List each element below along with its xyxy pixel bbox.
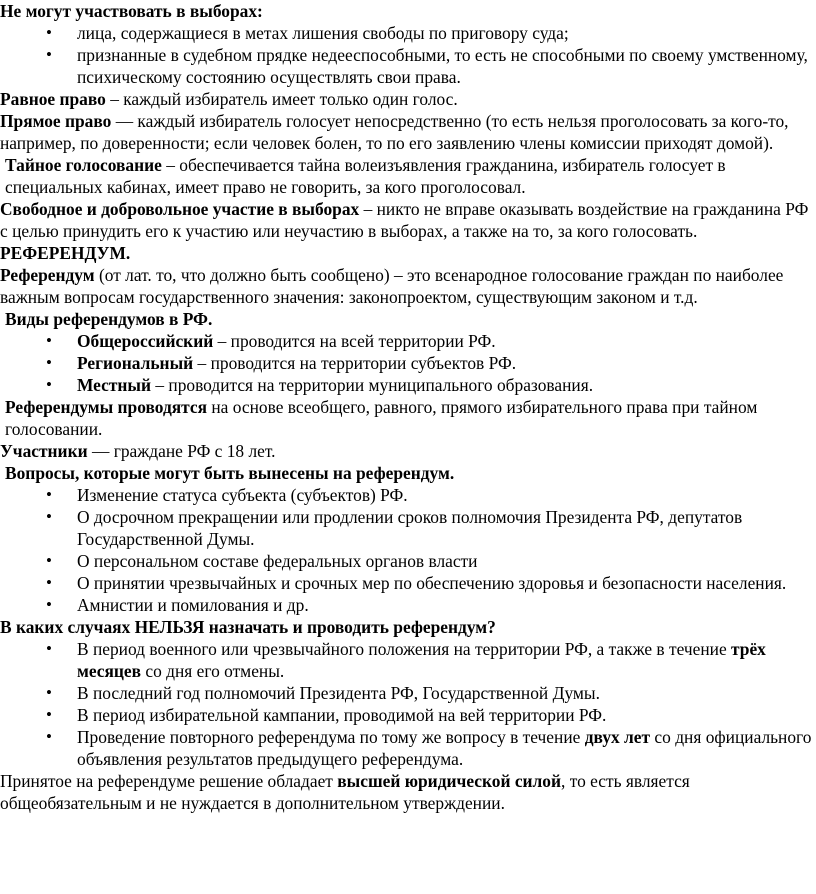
term: Прямое право bbox=[0, 111, 112, 131]
term: Референдумы проводятся bbox=[5, 397, 208, 417]
referendum-types-list bbox=[0, 330, 814, 396]
list-item: • лица, содержащиеся в метах лишения свободы по приговору суда; bbox=[0, 22, 814, 44]
cannot-vote-heading: Не могут участвовать в выборах: bbox=[0, 1, 263, 21]
free-participation-paragraph: Свободное и добровольное участие в выборах – никто не вправе оказывать воздействие на гражданина РФ с целью принудить его к участию или неучастию в выборах, а также на то, за кого голосовать. bbox=[0, 199, 809, 241]
questions-heading: Вопросы, которые могут быть вынесены на референдум. bbox=[5, 463, 455, 483]
list-item: • В последний год полномочий Президента РФ, Государственной Думы. bbox=[0, 682, 814, 704]
secret-vote-paragraph: Тайное голосование – обеспечивается тайна волеизъявления гражданина, избиратель голосует в специальных кабинах, имеет право не говорить, за кого проголосовал. bbox=[5, 155, 726, 197]
direct-right-paragraph: Прямое право — каждый избиратель голосует непосредственно (то есть нельзя проголосовать за кого-то, например, по доверенности; если человек болен, то по его заявлению члены комиссии приходят домой). bbox=[0, 111, 789, 153]
equal-right-paragraph: Равное право – каждый избиратель имеет только один голос. bbox=[0, 89, 458, 109]
referendum-held-paragraph: Референдумы проводятся на основе всеобщего, равного, прямого избирательного права при тайном голосовании. bbox=[5, 397, 758, 439]
list-item: • В период военного или чрезвычайного положения на территории РФ, а также в течение трёх месяцев со дня его отмены. bbox=[0, 638, 814, 682]
list-item: • Региональный – проводится на территории субъектов РФ. bbox=[0, 352, 814, 374]
list-item: • Местный – проводится на территории муниципального образования. bbox=[0, 374, 814, 396]
list-item: • Общероссийский – проводится на всей территории РФ. bbox=[0, 330, 814, 352]
list-item: • О персональном составе федеральных органов власти bbox=[0, 550, 814, 572]
referendum-definition: Референдум (от лат. то, что должно быть сообщено) – это всенародное голосование граждан по наиболее важным вопросам государственного значения: законопроектом, существующим законом и т.д. bbox=[0, 265, 784, 307]
forbidden-list bbox=[0, 638, 814, 770]
list-item: • О досрочном прекращении или продлении сроков полномочия Президента РФ, депутатов Государственной Думы. bbox=[0, 506, 814, 550]
term: Референдум bbox=[0, 265, 95, 285]
list-item: • Амнистии и помилования и др. bbox=[0, 594, 814, 616]
conclusion-paragraph: Принятое на референдуме решение обладает высшей юридической силой, то есть является общеобязательным и не нуждается в дополнительном утверждении. bbox=[0, 771, 690, 813]
list-item: • О принятии чрезвычайных и срочных мер по обеспечению здоровья и безопасности населения. bbox=[0, 572, 814, 594]
list-item: • признанные в судебном прядке недееспособными, то есть не способными по своему умственному, психическому состоянию осуществлять свои права. bbox=[0, 44, 814, 88]
referendum-heading: РЕФЕРЕНДУМ. bbox=[0, 243, 131, 263]
term: Участники bbox=[0, 441, 88, 461]
forbidden-heading: В каких случаях НЕЛЬЗЯ назначать и проводить референдум? bbox=[0, 617, 496, 637]
participants-paragraph: Участники — граждане РФ с 18 лет. bbox=[0, 441, 276, 461]
list-item: • Проведение повторного референдума по тому же вопросу в течение двух лет со дня официального объявления результатов предыдущего референдума. bbox=[0, 726, 814, 770]
term: Тайное голосование bbox=[5, 155, 162, 175]
term: Равное право bbox=[0, 89, 106, 109]
cannot-vote-list bbox=[0, 22, 814, 88]
term: Свободное и добровольное участие в выборах bbox=[0, 199, 360, 219]
referendum-types-heading: Виды референдумов в РФ. bbox=[5, 309, 213, 329]
questions-list bbox=[0, 484, 814, 616]
list-item: • Изменение статуса субъекта (субъектов) РФ. bbox=[0, 484, 814, 506]
list-item: • В период избирательной кампании, проводимой на вей территории РФ. bbox=[0, 704, 814, 726]
